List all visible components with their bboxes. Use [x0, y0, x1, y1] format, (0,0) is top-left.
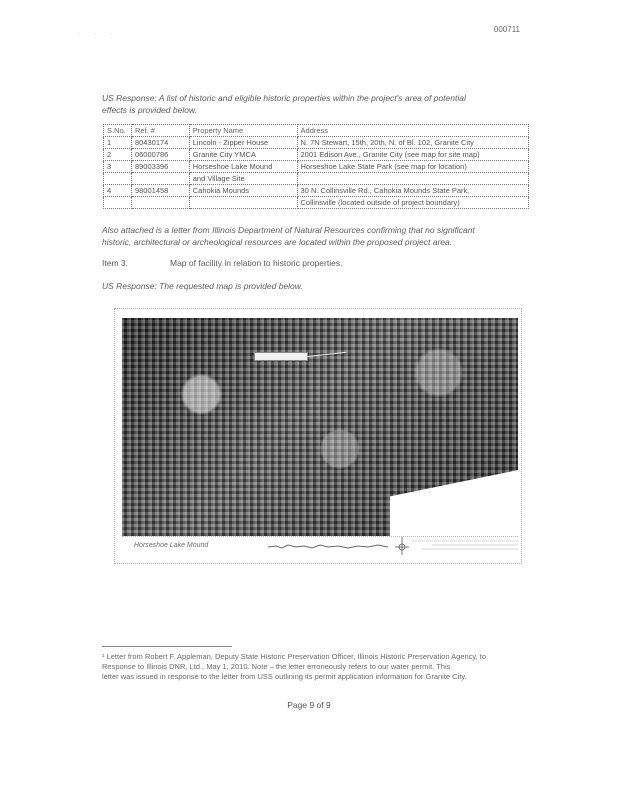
cell-sno	[104, 173, 132, 185]
table-row	[104, 197, 529, 209]
table-header-row	[104, 125, 529, 137]
side-mark-left: ·	[116, 416, 118, 422]
footnote-line-3: letter was issued in response to the letter from USS outlining its permit application information for Granite City.	[102, 672, 467, 681]
response-text: : The requested map is provided below.	[154, 281, 303, 291]
cell-property-name: Horseshoe Lake Mound	[189, 161, 297, 173]
historic-properties-table	[103, 124, 529, 209]
table-row	[104, 137, 529, 149]
header-address: Address	[297, 125, 528, 137]
table-row	[104, 173, 529, 185]
response-text: : A list of historic and eligible historic properties within the project's area of potential	[154, 93, 466, 103]
cell-property-name: Cahokia Mounds	[189, 185, 297, 197]
table-row	[104, 161, 529, 173]
cell-sno: 4	[104, 185, 132, 197]
response-label: US Response	[102, 281, 155, 291]
cell-ref: 80430174	[131, 137, 189, 149]
cell-address: 30 N. Collinsville Rd., Cahokia Mounds State Park,	[297, 185, 528, 197]
legend-label: Horseshoe Lake Mound	[134, 542, 209, 549]
cell-ref	[131, 173, 189, 185]
cell-property-name: and Village Site	[189, 173, 297, 185]
attachment-line-1: Also attached is a letter from Illinois Department of Natural Resources confirming that no significant	[102, 225, 475, 235]
north-arrow-icon	[394, 536, 410, 556]
footnote-rule	[102, 646, 232, 647]
cell-property-name: Granite City YMCA	[189, 149, 297, 161]
cell-address: Horseshoe Lake State Park (see map for location)	[297, 161, 528, 173]
header-property-name: Property Name	[189, 125, 297, 137]
attachment-line-2: historic, architectural or archeological resources are located within the proposed project area.	[102, 237, 453, 247]
response-paragraph-1	[102, 92, 532, 116]
legend-lines-graphic	[412, 538, 518, 552]
cell-sno: 3	[104, 161, 132, 173]
cell-address: N. 7N Stewart, 15th, 20th, N. of Bl. 102, Granite City	[297, 137, 528, 149]
cell-sno: 2	[104, 149, 132, 161]
footnote	[102, 652, 522, 682]
item-text: Map of facility in relation to historic properties.	[170, 258, 343, 268]
response-text-line2: effects is provided below.	[102, 105, 197, 115]
cell-property-name	[189, 197, 297, 209]
cell-ref: 06000786	[131, 149, 189, 161]
scale-bar-graphic	[268, 540, 388, 552]
item-number: Item 3.	[102, 258, 128, 268]
attachment-paragraph	[102, 224, 532, 248]
cell-address: 2001 Edison Ave., Granite City (see map for site map)	[297, 149, 528, 161]
map-area-label: · · · · · · ·	[398, 490, 431, 496]
cell-ref: 98001458	[131, 185, 189, 197]
page-number: Page 9 of 9	[287, 700, 331, 710]
cell-property-name: Lincoln - Zipper House	[189, 137, 297, 149]
cell-ref	[131, 197, 189, 209]
cell-address	[297, 173, 528, 185]
response-label: US Response	[102, 93, 155, 103]
response-paragraph-2	[102, 280, 532, 292]
table-row	[104, 185, 529, 197]
cell-sno: 1	[104, 137, 132, 149]
map-site-label-box	[254, 352, 308, 361]
cell-sno	[104, 197, 132, 209]
side-mark-right: ·	[520, 360, 522, 366]
footnote-line-1: ¹ Letter from Robert F. Appleman, Deputy State Historic Preservation Officer, Illinois Historic Preservation Agency, to	[102, 652, 487, 661]
page-identifier: 000711	[493, 25, 520, 34]
cell-ref: 89003396	[131, 161, 189, 173]
table-row	[104, 149, 529, 161]
header-ref: Ref. #	[131, 125, 189, 137]
footnote-line-2: Response to Illinois DNR, Ltd., May 1, 2010. Note – the letter erroneously refers to our water permit. This	[102, 662, 451, 671]
cell-address: Collinsville (located outside of project boundary)	[297, 197, 528, 209]
corner-mark: · · ·	[78, 31, 118, 37]
scale-bar-line	[268, 545, 388, 548]
header-sno: S.No.	[104, 125, 132, 137]
